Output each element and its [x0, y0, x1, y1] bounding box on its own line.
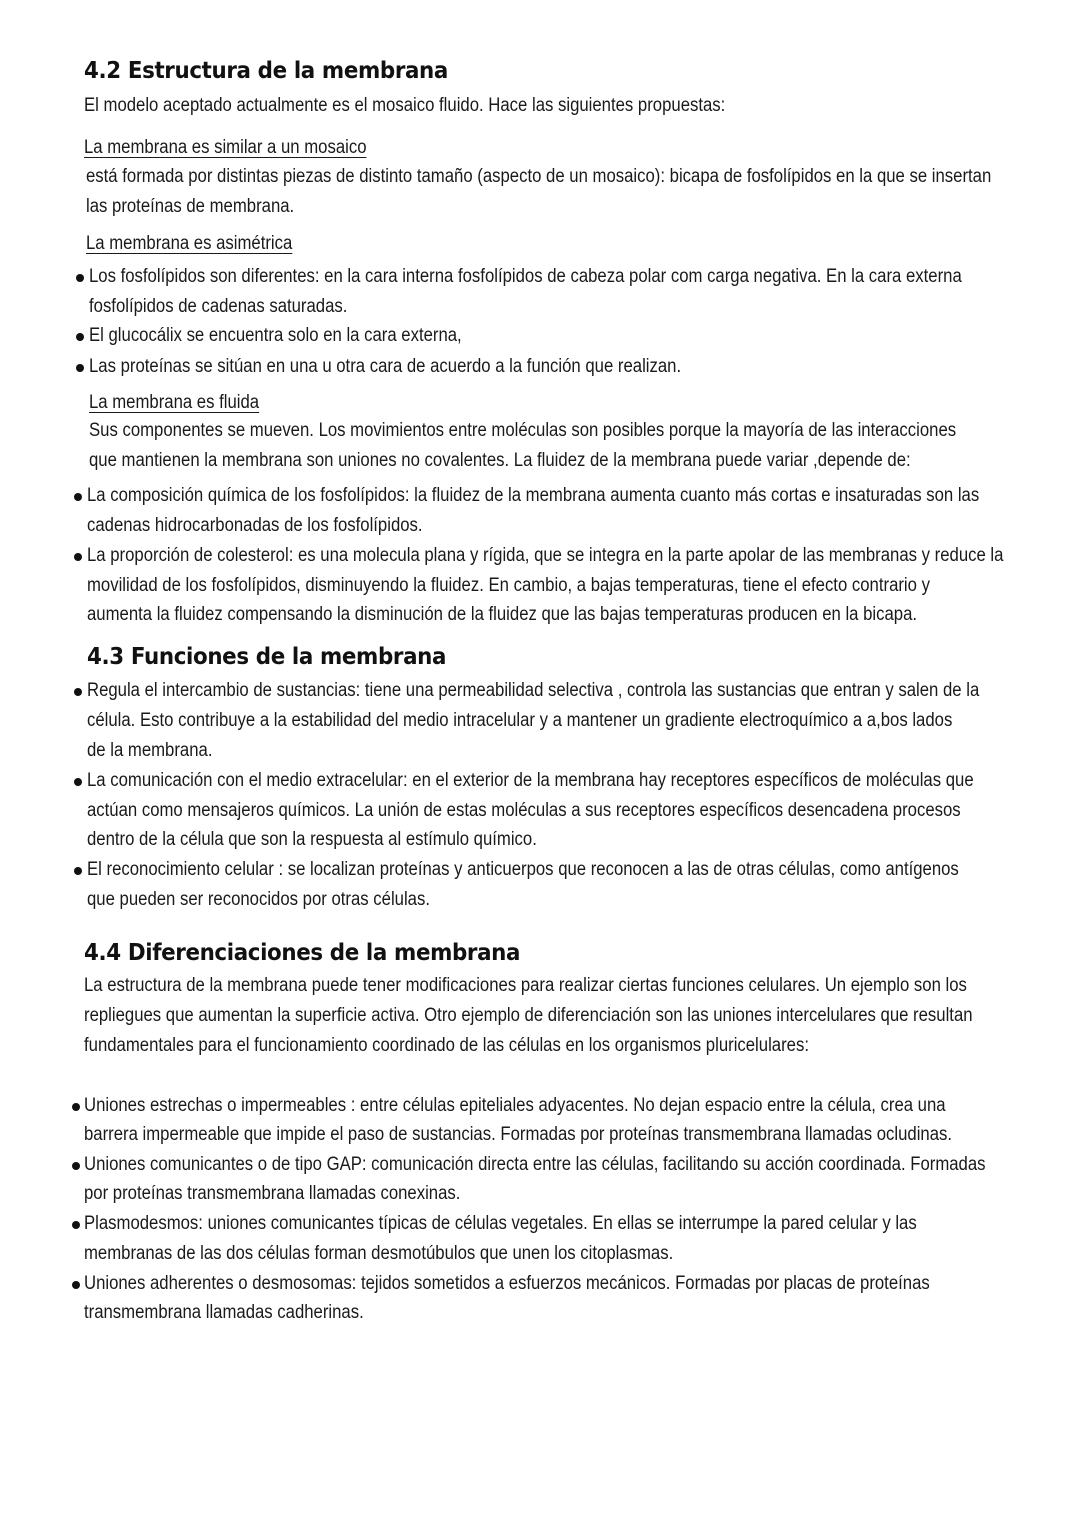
diff-bullet-4-line-1: Uniones adherentes o desmosomas: tejidos sometidos a esfuerzos mecánicos. Formadas por placas de proteínas — [84, 1273, 930, 1294]
bullet-dot-icon — [74, 778, 82, 786]
functions-bullet-1-line-1: Regula el intercambio de sustancias: tiene una permeabilidad selectiva , controla las sustancias que entran y salen de la — [87, 680, 980, 701]
diff-intro-line-1: La estructura de la membrana puede tener modificaciones para realizar ciertas funciones celulares. Un ejemplo son los — [84, 975, 967, 996]
diff-bullet-2-line-2: por proteínas transmembrana llamadas conexinas. — [84, 1183, 461, 1204]
diff-intro-line-2: repliegues que aumentan la superficie activa. Otro ejemplo de diferenciación son las uniones intercelulares que resultan — [84, 1005, 973, 1026]
functions-bullet-2-line-2: actúan como mensajeros químicos. La unión de estas moléculas a sus receptores específicos desencadena procesos — [87, 800, 961, 821]
functions-bullet-3-line-1: El reconocimiento celular : se localizan proteínas y anticuerpos que reconocen a las de otras células, como antígenos — [87, 859, 959, 880]
fluid-text-line-2: que mantienen la membrana son uniones no covalentes. La fluidez de la membrana puede variar ,depende de: — [89, 450, 911, 471]
bullet-dot-icon — [72, 1103, 80, 1111]
diff-bullet-3-line-2: membranas de las dos células forman desmotúbulos que unen los citoplasmas. — [84, 1243, 674, 1264]
subheading-fluid: La membrana es fluida — [89, 392, 260, 413]
functions-bullet-2-line-3: dentro de la célula que son la respuesta al estímulo químico. — [87, 829, 537, 850]
bullet-dot-icon — [72, 1281, 80, 1289]
diff-bullet-1-line-2: barrera impermeable que impide el paso de sustancias. Formadas por proteínas transmembrana llamadas ocludinas. — [84, 1124, 953, 1145]
section-title-4-4: 4.4 Diferenciaciones de la membrana — [84, 940, 521, 966]
functions-bullet-1-line-2: célula. Esto contribuye a la estabilidad del medio intracelular y a mantener un gradiente electroquímico a a,bos lados — [87, 710, 953, 731]
bullet-dot-icon — [76, 274, 84, 282]
fluid-bullet-2-line-2: movilidad de los fosfolípidos, disminuyendo la fluidez. En cambio, a bajas temperaturas, tiene el efecto contrario y — [87, 575, 930, 596]
fluid-bullet-1-line-1: La composición química de los fosfolípidos: la fluidez de la membrana aumenta cuanto más cortas e insaturadas son las — [87, 485, 980, 506]
bullet-dot-icon — [76, 333, 84, 341]
fluid-bullet-1-line-2: cadenas hidrocarbonadas de los fosfolípidos. — [87, 515, 423, 536]
subheading-mosaic: La membrana es similar a un mosaico — [84, 137, 367, 158]
section-4-2-intro: El modelo aceptado actualmente es el mosaico fluido. Hace las siguientes propuestas: — [84, 95, 726, 116]
diff-bullet-1-line-1: Uniones estrechas o impermeables : entre células epiteliales adyacentes. No dejan espacio entre la célula, crea una — [84, 1095, 946, 1116]
asym-bullet-3: Las proteínas se sitúan en una u otra cara de acuerdo a la función que realizan. — [89, 356, 682, 377]
mosaic-text-line-1: está formada por distintas piezas de distinto tamaño (aspecto de un mosaico): bicapa de fosfolípidos en la que se insertan — [86, 166, 992, 187]
mosaic-text-line-2: las proteínas de membrana. — [86, 196, 295, 217]
bullet-dot-icon — [74, 493, 82, 501]
bullet-dot-icon — [74, 553, 82, 561]
asym-bullet-2: El glucocálix se encuentra solo en la cara externa, — [89, 325, 462, 346]
fluid-bullet-2-line-3: aumenta la fluidez compensando la disminución de la fluidez que las bajas temperaturas producen en la bicapa. — [87, 604, 918, 625]
bullet-dot-icon — [72, 1162, 80, 1170]
section-title-4-3: 4.3 Funciones de la membrana — [87, 644, 447, 670]
functions-bullet-3-line-2: que pueden ser reconocidos por otras células. — [87, 889, 430, 910]
subheading-asymmetric: La membrana es asimétrica — [86, 233, 293, 254]
functions-bullet-1-line-3: de la membrana. — [87, 740, 213, 761]
diff-intro-line-3: fundamentales para el funcionamiento coordinado de las células en los organismos pluricelulares: — [84, 1035, 809, 1056]
diff-bullet-3-line-1: Plasmodesmos: uniones comunicantes típicas de células vegetales. En ellas se interrumpe la pared celular y las — [84, 1213, 917, 1234]
functions-bullet-2-line-1: La comunicación con el medio extracelular: en el exterior de la membrana hay receptores específicos de moléculas que — [87, 770, 974, 791]
section-title-4-2: 4.2 Estructura de la membrana — [84, 58, 448, 84]
bullet-dot-icon — [72, 1221, 80, 1229]
fluid-bullet-2-line-1: La proporción de colesterol: es una molecula plana y rígida, que se integra en la parte apolar de las membranas y reduce la — [87, 545, 1004, 566]
asym-bullet-1-line-1: Los fosfolípidos son diferentes: en la cara interna fosfolípidos de cabeza polar com carga negativa. En la cara externa — [89, 266, 962, 287]
bullet-dot-icon — [74, 688, 82, 696]
asym-bullet-1-line-2: fosfolípidos de cadenas saturadas. — [89, 296, 348, 317]
bullet-dot-icon — [74, 867, 82, 875]
diff-bullet-2-line-1: Uniones comunicantes o de tipo GAP: comunicación directa entre las células, facilitando su acción coordinada. Formadas — [84, 1154, 986, 1175]
bullet-dot-icon — [76, 364, 84, 372]
diff-bullet-4-line-2: transmembrana llamadas cadherinas. — [84, 1302, 364, 1323]
fluid-text-line-1: Sus componentes se mueven. Los movimientos entre moléculas son posibles porque la mayoría de las interacciones — [89, 420, 957, 441]
